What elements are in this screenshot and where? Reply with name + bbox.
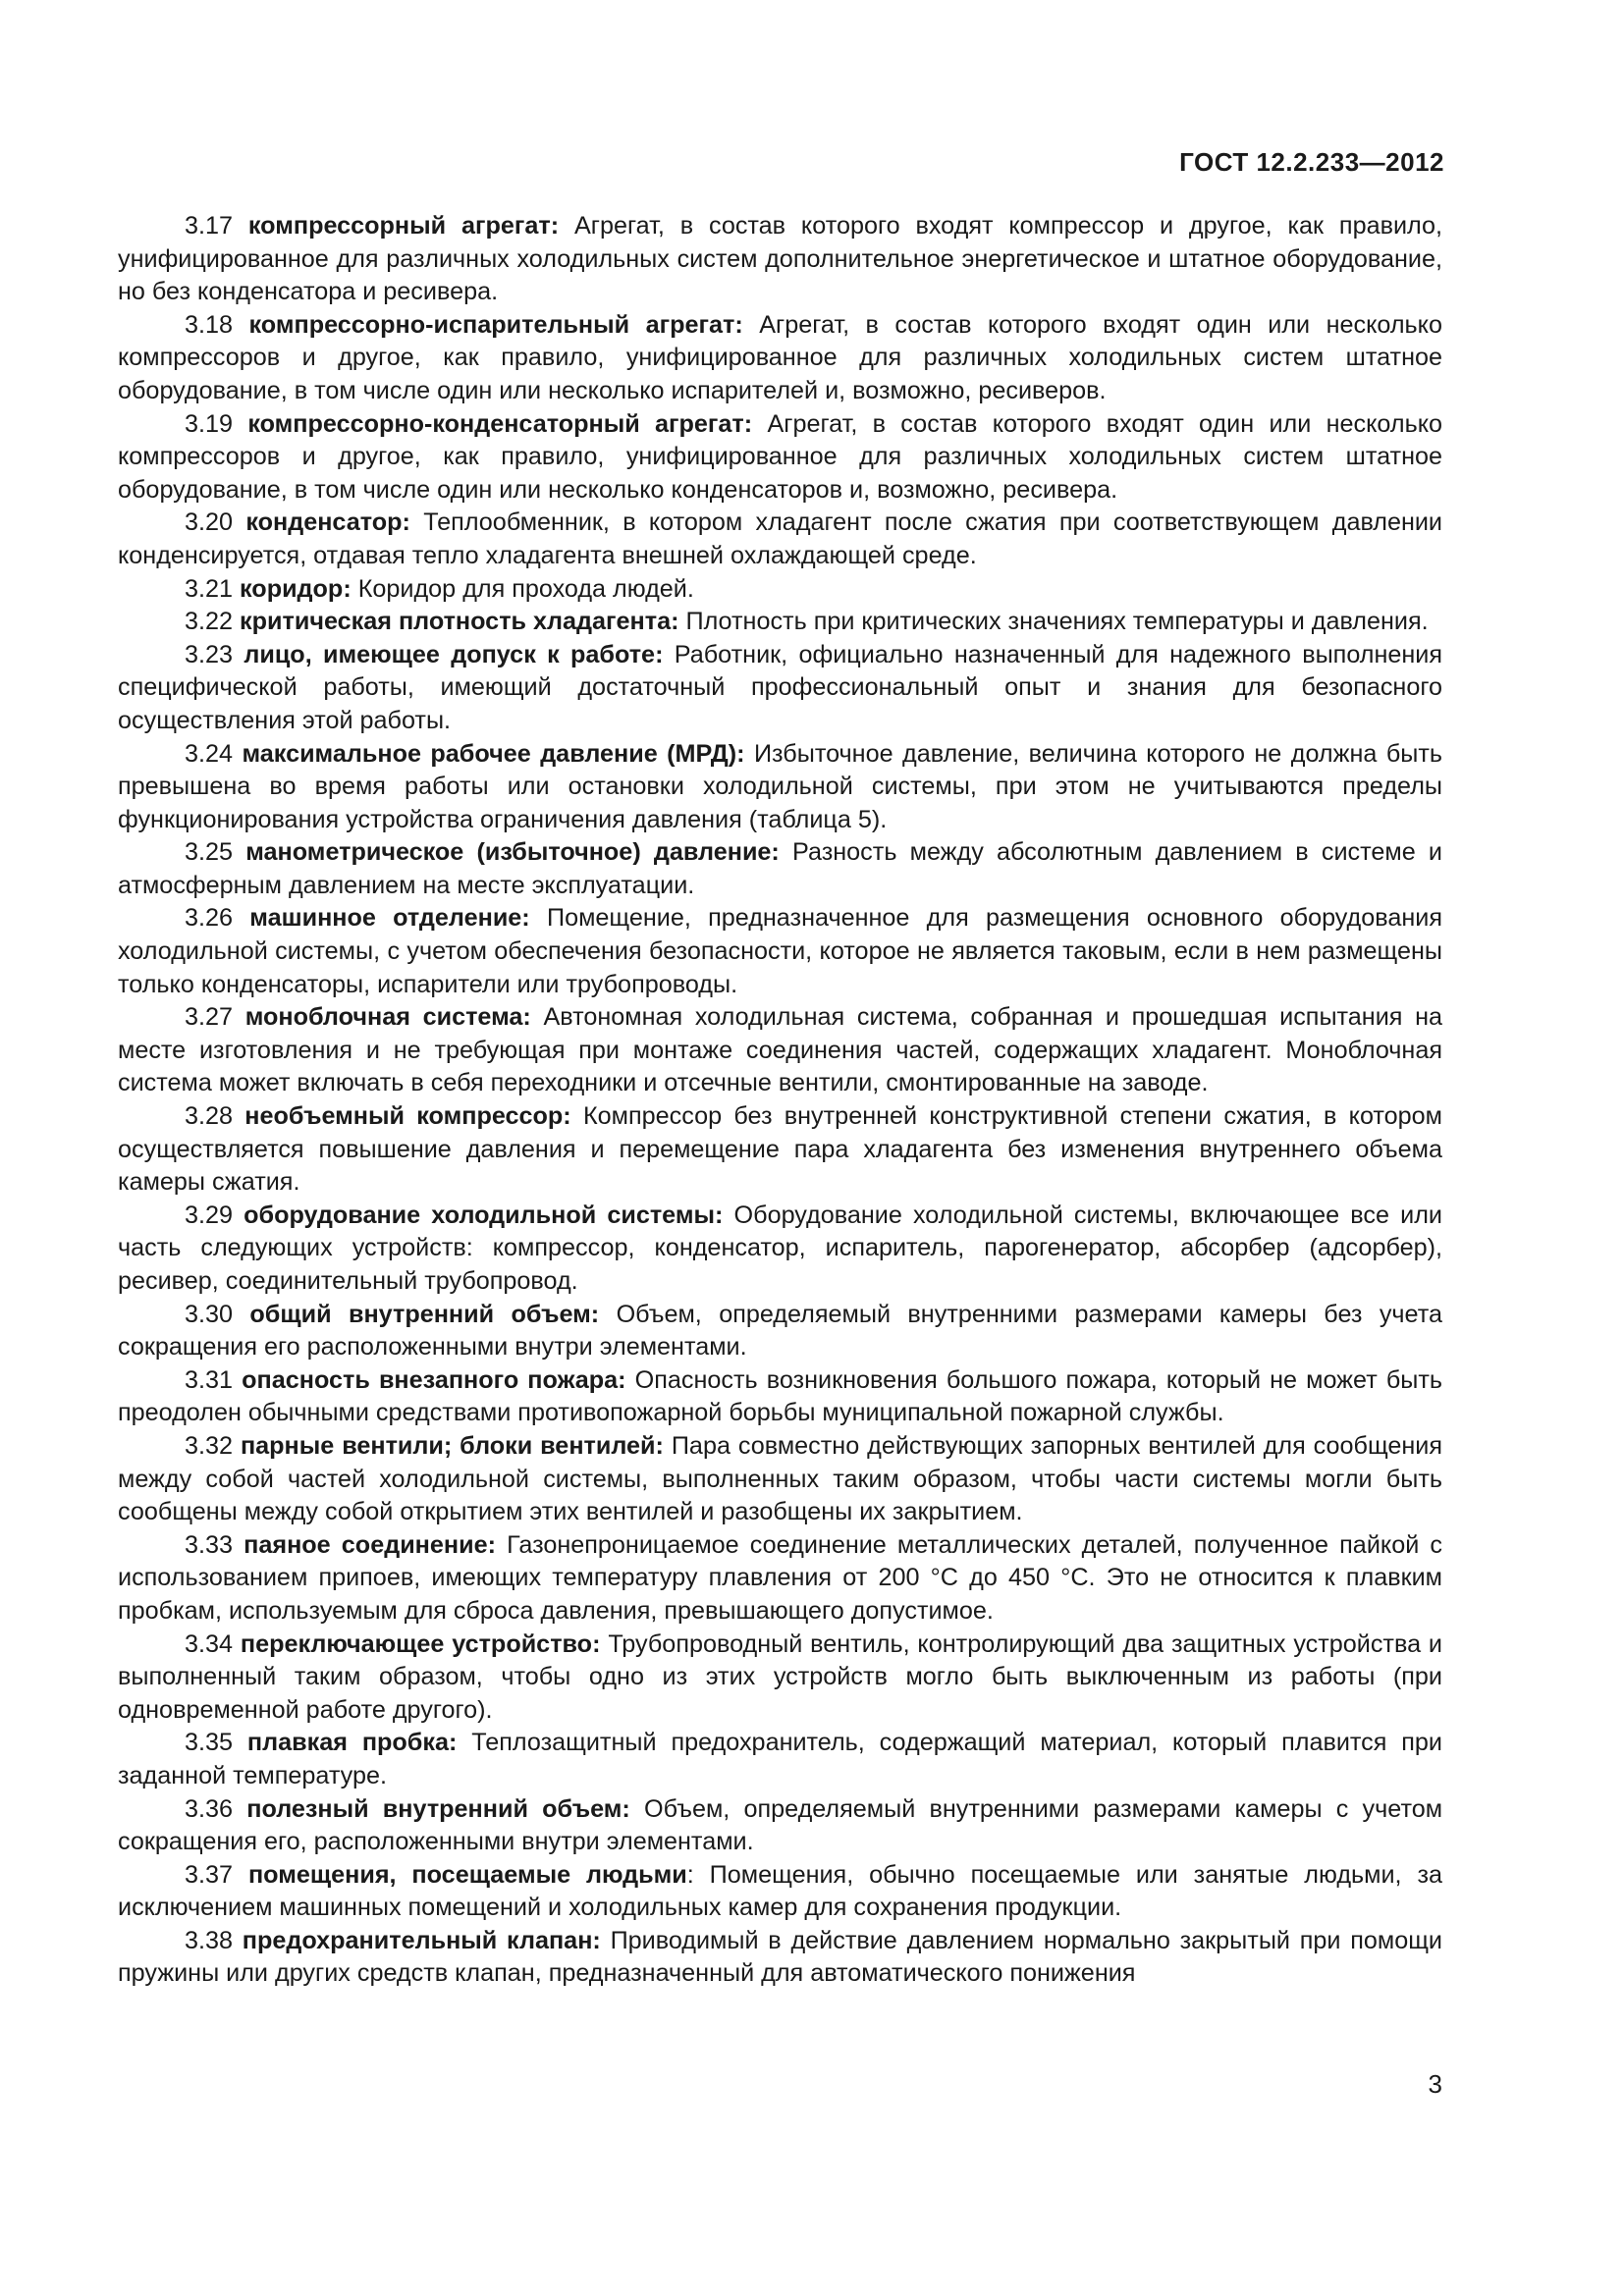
definition-entry [118,606,1442,639]
entry-term: опасность внезапного пожара: [242,1365,626,1394]
entry-number: 3.22 [185,608,234,636]
entry-term: конденсатор: [245,508,410,537]
definition-entry [118,1364,1442,1430]
entry-number: 3.18 [185,310,234,339]
entry-term: машинное отделение: [249,904,530,933]
entry-number: 3.23 [185,640,234,668]
entry-term: критическая плотность хладагента: [240,608,679,636]
definition-entry [118,639,1442,738]
entry-definition: : Помещения, обычно посещаемые или занятые людьми, за исключением машинных помещений и холодильных камер для сохранения продукции. [118,1860,1443,1922]
entry-term: паяное соединение: [244,1530,496,1559]
entry-term: оборудование холодильной системы: [244,1201,724,1229]
entry-term: переключающее устройство: [240,1629,601,1658]
definition-entry [118,309,1442,408]
entry-definition: Разность между абсолютным давлением в системе и атмосферным давлением на месте эксплуатации. [118,838,1442,899]
definition-entry [118,738,1442,837]
entry-term: общий внутренний объем: [249,1300,600,1328]
entry-definition: Трубопроводный вентиль, контролирующий два защитных устройства и выполненный таким образом, чтобы одно из этих устройств могло быть выключенным из работы (при одновременной работе другого). [118,1629,1442,1724]
entry-number: 3.20 [185,508,234,537]
entry-term: манометрическое (избыточное) давление: [245,838,780,867]
entry-term: моноблочная система: [244,1003,531,1032]
entry-number: 3.32 [185,1431,234,1460]
entry-term: коридор: [240,574,352,603]
entry-term: лицо, имеющее допуск к работе: [244,640,664,668]
entry-number: 3.35 [185,1729,234,1757]
entry-definition: Теплозащитный предохранитель, содержащий материал, который плавится при заданной температуре. [118,1729,1443,1789]
definition-entry [118,1001,1442,1100]
entry-number: 3.19 [185,409,234,438]
definition-entry [118,1859,1442,1925]
entry-number: 3.37 [185,1860,234,1889]
definition-entry [118,1430,1442,1529]
definition-entry [118,573,1442,607]
entry-number: 3.28 [185,1102,234,1131]
entry-term: максимальное рабочее давление (МРД): [242,739,745,768]
entry-number: 3.21 [185,574,234,603]
entry-definition: Агрегат, в состав которого входят компрессор и другое, как правило, унифицированное для различных холодильных систем дополнительное энергетическое и штатное оборудование, но без конденсатора и ресивера. [118,212,1443,306]
entry-term: помещения, посещаемые людьми [247,1860,687,1889]
entry-definition: Опасность возникновения большого пожара, который не может быть преодолен обычными средствами противопожарной борьбы муниципальной пожарной службы. [118,1365,1443,1427]
entry-term: предохранительный клапан: [242,1926,601,1954]
entry-term: компрессорно-испарительный агрегат: [248,310,743,339]
entry-definition: Компрессор без внутренней конструктивной степени сжатия, в котором осуществляется повышение давления и перемещение пара хладагента без изменения внутреннего объема камеры сжатия. [118,1102,1442,1197]
entry-definition: Пара совместно действующих запорных вентилей для сообщения между собой частей холодильной системы, выполненных таким образом, чтобы части системы могли быть сообщены между собой открытием этих вентилей и разобщены их закрытием. [118,1431,1443,1526]
entry-number: 3.29 [185,1201,234,1229]
entry-number: 3.34 [185,1629,234,1658]
entry-number: 3.17 [185,212,234,240]
entry-number: 3.30 [185,1300,234,1328]
entry-definition: Агрегат, в состав которого входят один или несколько компрессоров и другое, как правило, унифицированное для различных холодильных систем штатное оборудование, в том числе один или несколько испарителей и, возможно, ресиверов. [118,310,1442,404]
entry-number: 3.31 [185,1365,234,1394]
entry-definition: Приводимый в действие давлением нормально закрытый при помощи пружины или других средств клапан, предназначенный для автоматического понижения [118,1926,1442,1988]
entry-number: 3.27 [185,1003,234,1032]
definition-entry [118,902,1442,1001]
definition-entry [118,1629,1442,1728]
entry-definition: Объем, определяемый внутренними размерами камеры с учетом сокращения его, расположенными внутри элементами. [118,1794,1443,1856]
definition-entry [118,1100,1442,1200]
entry-definition: Помещение, предназначенное для размещения основного оборудования холодильной системы, с учетом обеспечения безопасности, которое не является таковым, если в нем размещены только конденсаторы, испарители или трубопроводы. [118,904,1442,998]
entry-definition: Избыточное давление, величина которого не должна быть превышена во время работы или остановки холодильной системы, при этом не учитываются пределы функционирования устройства ограничения давления (таблица 5). [118,739,1443,833]
entry-term: парные вентили; блоки вентилей: [240,1431,664,1460]
definition-entry [118,408,1442,507]
definition-entry [118,1299,1442,1364]
entry-number: 3.24 [185,739,234,768]
entry-number: 3.38 [185,1926,234,1954]
entry-term: плавкая пробка: [246,1729,458,1757]
definition-entry [118,1727,1442,1792]
entry-term: компрессорный агрегат: [247,212,560,240]
definition-entry [118,507,1442,572]
definition-entry [118,1529,1442,1629]
entry-definition: Объем, определяемый внутренними размерами камеры без учета сокращения его расположенными внутри элементами. [118,1300,1442,1362]
definitions-list [118,210,1442,1991]
entry-number: 3.26 [185,904,234,933]
entry-definition: Автономная холодильная система, собранная и прошедшая испытания на месте изготовления и не требующая при монтаже соединения частей, содержащих хладагент. Моноблочная система может включать в себя переходники и отсечные вентили, смонтированные на заводе. [118,1003,1443,1097]
definition-entry [118,1793,1442,1859]
definition-entry [118,836,1442,902]
definition-entry [118,1200,1442,1299]
entry-definition: Теплообменник, в котором хладагент после сжатия при соответствующем давлении конденсируется, отдавая тепло хладагента внешней охлаждающей среде. [118,508,1443,569]
definition-entry [118,1925,1442,1991]
entry-definition: Коридор для прохода людей. [357,574,694,603]
entry-definition: Агрегат, в состав которого входят один или несколько компрессоров и другое, как правило, унифицированное для различных холодильных систем штатное оборудование, в том числе один или несколько конденсаторов и, возможно, ресивера. [118,409,1443,504]
entry-number: 3.36 [185,1794,234,1823]
entry-term: полезный внутренний объем: [246,1794,630,1823]
entry-definition: Оборудование холодильной системы, включающее все или часть следующих устройств: компрессор, конденсатор, испаритель, парогенератор, абсорбер (адсорбер), ресивер, соединительный трубопровод. [118,1201,1442,1295]
entry-number: 3.33 [185,1530,234,1559]
entry-definition: Газонепроницаемое соединение металлических деталей, полученное пайкой с использованием припоев, имеющих температуру плавления от 200 °С до 450 °С. Это не относится к плавким пробкам, используемым для сброса давления, превышающего допустимое. [118,1530,1442,1625]
document-designation: ГОСТ 12.2.233—2012 [1179,147,1444,177]
entry-definition: Плотность при критических значениях температуры и давления. [685,608,1429,636]
page-number: 3 [1428,2069,1442,2099]
entry-term: компрессорно-конденсаторный агрегат: [247,409,753,438]
entry-definition: Работник, официально назначенный для надежного выполнения специфической работы, имеющий достаточный профессиональный опыт и знания для безопасного осуществления этой работы. [118,640,1443,734]
entry-number: 3.25 [185,838,234,867]
entry-term: необъемный компрессор: [244,1102,571,1131]
definition-entry [118,210,1442,309]
